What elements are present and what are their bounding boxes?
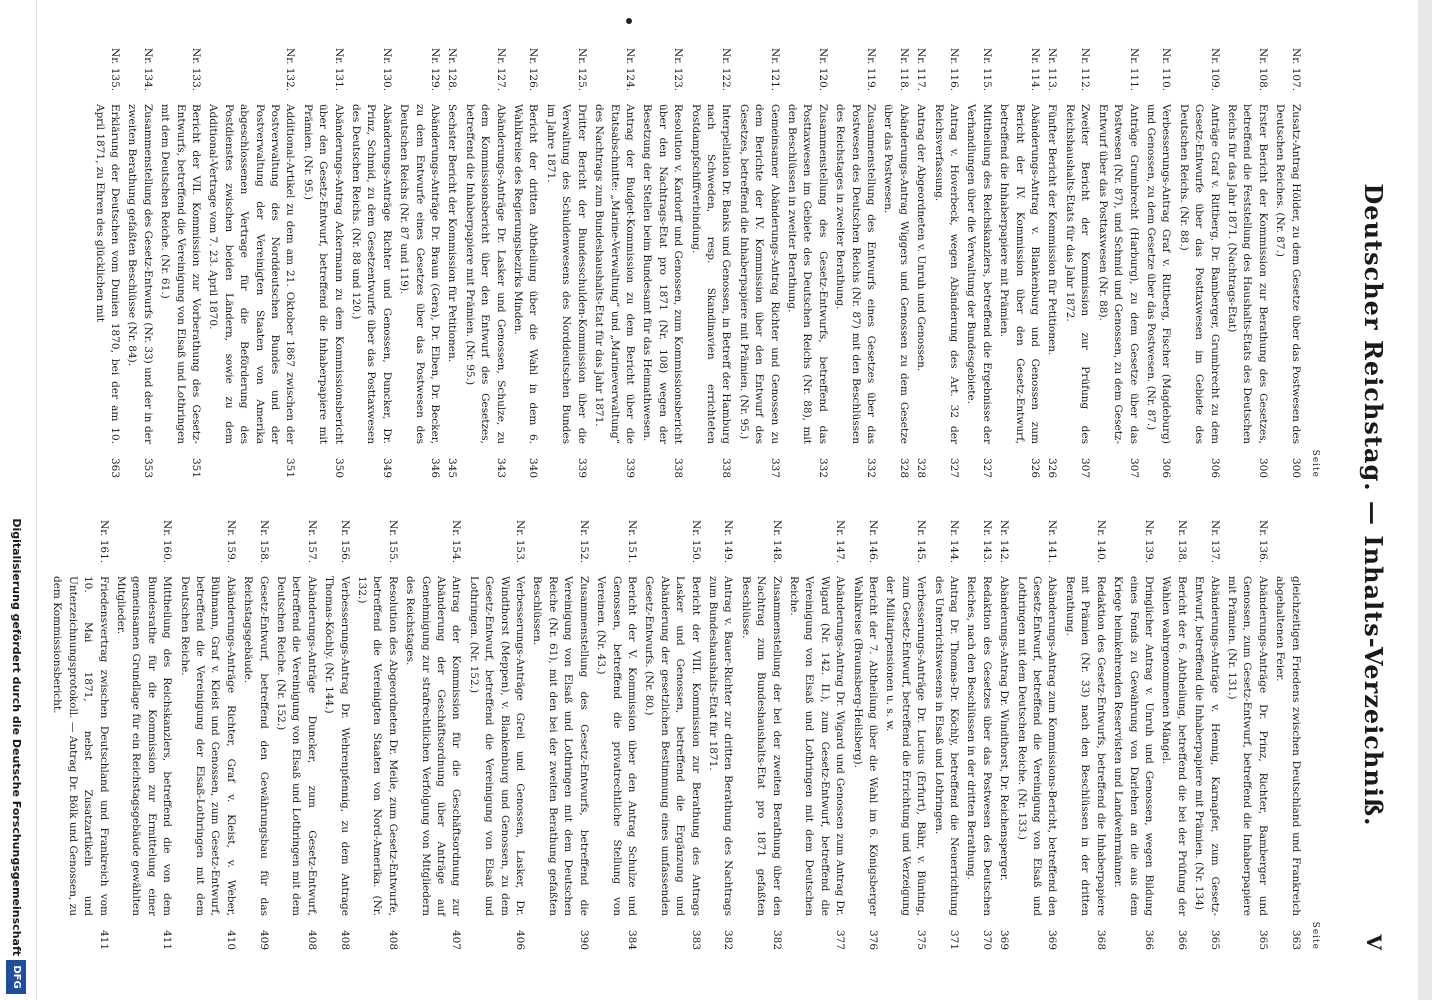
entry-text: Abänderungs-Anträge Richter, Graf v. Kleist, v. Weber, Bühmann, Graf v. Kleist und Genossen, zum Gesetz-Entwurf, betreffend die Vereinigung der Elsaß-Lothringen mit dem Deutschen Reiche. xyxy=(178,576,237,916)
seite-label: Seite xyxy=(1310,449,1320,478)
toc-column-left xyxy=(52,48,1322,478)
toc-entry xyxy=(930,48,961,478)
entry-text: Resolution des Abgeordneten Dr. Meile, zum Gesetz-Entwurfe, betreffend die Vereinigten Staaten von Nord-Amerika. (Nr. 132.) xyxy=(356,576,399,916)
entry-page: 406 xyxy=(514,929,527,950)
entry-number: Nr. 142. xyxy=(998,520,1011,564)
toc-entry xyxy=(205,48,297,478)
entry-text: Verbesserungs-Antrag Graf v. Rittberg, Fischer (Magdeburg) und Genossen, zu dem Gesetze über das Postwesen. (Nr. 87.) xyxy=(1144,104,1173,444)
toc-entry xyxy=(444,48,459,478)
toc-entry xyxy=(299,48,345,478)
scan-edge xyxy=(1418,0,1432,1000)
entry-text: Dritter Bericht der Bundesschulden-Kommission über die Verwaltung des Schuldenwesens des Norddeutschen Bundes im Jahre 1871. xyxy=(544,104,588,444)
toc-entry xyxy=(996,48,1042,478)
toc-entry xyxy=(240,520,271,950)
toc-entry xyxy=(1044,48,1059,478)
entry-page: 339 xyxy=(575,457,588,478)
entry-page: 338 xyxy=(672,457,685,478)
page-number: V xyxy=(1362,934,1386,950)
entry-page: 346 xyxy=(429,457,442,478)
entry-text: Abänderungs-Anträge v. Hennig, Karnapfer, zum Gesetz-Entwurf, betreffend die Inhaberpapiere mit Prämien. (Nr. 134) xyxy=(1193,576,1221,916)
entry-page: 332 xyxy=(816,457,829,478)
entry-page: 369 xyxy=(998,929,1011,950)
toc-entry xyxy=(687,48,733,478)
entry-number: Nr. 160. xyxy=(161,520,174,564)
entry-number: Nr. 159. xyxy=(224,520,237,564)
toc-entry xyxy=(543,48,589,478)
toc-entry xyxy=(273,520,319,950)
toc-entry xyxy=(1175,48,1221,478)
entry-text: Mittheilung des Reichskanzlers, betreffend die von dem Bundesrathe für die Kommission zur Ermittelung einer gemeinsamen Grundlage für ein Reichstagsgebäude gewählten Mitglieder. xyxy=(114,576,174,916)
entry-text: Abänderungs-Anträge Dr. Lasker und Genossen, Schulze, zu dem Kommissionsbericht über den Entwurf des Gesetzes, betreffend die Inhaberpapiere mit Prämien. (Nr. 95.) xyxy=(463,104,507,444)
entry-number: Nr. 134. xyxy=(141,48,154,92)
toc-column-right xyxy=(52,520,1322,950)
entry-number: Nr. 117. xyxy=(915,48,928,92)
toc-entry xyxy=(465,520,527,950)
entry-text: Abänderungs-Anträge Dr. Prinz, Richter, Bamberger und Genossen, zum Gesetz-Entwurf, betreffend die Inhaberpapiere mit Prämien. (Nr. 131.) xyxy=(1225,576,1269,916)
entry-text: Zusammenstellung des Gesetz-Entwurfs, betreffend das Posttaxwesen im Gebiete des Deutschen Reichs (Nr. 88), mit den Beschlüssen in zweiter Berathung. xyxy=(786,104,829,444)
toc-entry xyxy=(510,48,541,478)
entry-text: Bericht der V. Kommission über den Antrag Schulze und Genossen, betreffend die privatrechtliche Stellung von Vereinen. (Nr. 43.) xyxy=(595,576,638,916)
entry-text: Bericht der VIII. Kommission zur Berathung des Antrags Lasker und Genossen, betreffend die Ergänzung und Abänderung der gesetzlichen Bestimmung eines umfassenden Gesetz-Entwurfs. (Nr. 80.) xyxy=(643,576,702,916)
entry-page: 351 xyxy=(189,457,202,478)
entry-text: Abänderungs-Anträge Duncker, zum Gesetz-Entwurf, betreffend die Vereinigung von Elsaß und Lothringen mit dem Deutschen Reiche. (Nr. 152.) xyxy=(275,576,318,916)
toc-entry xyxy=(529,520,591,950)
entry-number: Nr. 130. xyxy=(380,48,393,92)
entry-text: Redaktion des Gesetz-Entwurfs, betreffend die Inhaberpapiere mit Prämien (Nr. 33) nach den Beschlüssen in der dritten Berathung. xyxy=(1063,576,1107,916)
entry-number: Nr. 137. xyxy=(1208,520,1221,564)
toc-entry xyxy=(832,48,878,478)
entry-page: 382 xyxy=(770,929,783,950)
entry-page: 306 xyxy=(1208,457,1221,478)
toc-entry xyxy=(735,48,781,478)
entry-text: Dringlicher Antrag v. Unruh und Genossen, wegen Bildung eines Fonds zu Gewährung von Darlehen an die aus dem Kriege heimkehrenden Reservisten und Landwehrmänner. xyxy=(1112,576,1155,916)
toc-entry xyxy=(1224,520,1270,950)
entry-page: 365 xyxy=(1256,929,1269,950)
entry-page: 307 xyxy=(1127,457,1140,478)
toc-entry xyxy=(591,48,637,478)
toc-entry xyxy=(124,48,155,478)
entry-page: 411 xyxy=(97,929,110,950)
toc-entry xyxy=(354,520,400,950)
entry-text: Resolution v. Kardorff und Genossen, zum Kommissionsbericht über den Nachtrags-Etat pro 1871 (Nr. 108) wegen der Besetzung der Stellen beim Bundesamt für das Heimathwesen. xyxy=(641,104,685,444)
entry-page: 408 xyxy=(338,929,351,950)
entry-number: Nr. 150. xyxy=(689,520,702,564)
entry-text: gleichzeitigen Friedens zwischen Deutschland und Frankreich abgehaltenen Feier. xyxy=(1274,576,1302,916)
entry-number: Nr. 141. xyxy=(1046,520,1059,564)
entry-text: Mittheilung des Reichskanzlers, betreffend die Ergebnisse der Verhandlungen über die Verwaltung der Bundesgebiete. xyxy=(965,104,993,444)
toc-entry xyxy=(930,520,961,950)
entry-number: Nr. 155. xyxy=(386,520,399,564)
entry-text: Antrag v. Hoverbeck, wegen Abänderung des Art. 32 der Reichsverfassung. xyxy=(932,104,961,444)
entry-text: Zusammenstellung des Entwurfs eines Gesetzes über das Postwesen des Deutschen Reichs (Nr. 87) mit den Beschlüssen des Reichstages in zweiter Berathung. xyxy=(834,104,878,444)
entry-page: 350 xyxy=(332,457,345,478)
entry-page: 366 xyxy=(1175,929,1188,950)
entry-number: Nr. 112. xyxy=(1079,48,1092,92)
entry-text: Abänderungs-Antrag zum Kommissions-Bericht, betreffend den Gesetz-Entwurf, betreffend die Vereinigung von Elsaß und Lothringen mit dem Deutschen Reiche. (Nr. 133.) xyxy=(1015,576,1059,916)
entry-number: Nr. 129. xyxy=(429,48,442,92)
entry-page: 306 xyxy=(1160,457,1173,478)
entry-number: Nr. 120. xyxy=(816,48,829,92)
toc-entry xyxy=(348,48,394,478)
entry-number: Nr. 107. xyxy=(1289,48,1302,92)
toc-entry xyxy=(1191,520,1222,950)
entry-text: Erklärung der Deutschen vom Dunien 1870, bei der am 10. April 1871, zu Ehren des glücklichen mit xyxy=(93,104,121,444)
entry-number: Nr. 153. xyxy=(514,520,527,564)
entry-text: Additional-Artikel zu dem am 21. Oktober 1867 zwischen der Postverwaltung des Norddeutschen Bundes und der Postverwaltung der Vereinigten Staaten von Amerika abgeschlossenen Vertrage für die Beförderung des Postdienstes zwischen beiden Ländern, sowie zu dem Additional-Vertrage vom 7. 23. April 1870. xyxy=(207,104,297,444)
entry-page: 410 xyxy=(224,929,237,950)
entry-text: Bericht der dritten Abtheilung über die Wahl in dem 6. Wahlkreise des Regierungsbezirks Minden. xyxy=(512,104,540,444)
toc-entry xyxy=(1272,48,1303,478)
digitization-footer xyxy=(0,0,37,1000)
entry-number: Nr. 152. xyxy=(577,520,590,564)
entry-text: Zusammenstellung des Gesetz-Entwurfs (Nr. 33) und der in der zweiten Berathung gefaßten Beschlüsse (Nr. 84). xyxy=(126,104,154,444)
toc-entry xyxy=(1110,520,1156,950)
toc-entry xyxy=(157,48,203,478)
entry-text: Bericht der VII. Kommission zur Vorberathung des Gesetz-Entwurfs, betreffend die Vereinigung von Elsaß und Lothringen mit dem Deutschen Reiche. (Nr. 61.) xyxy=(159,104,202,444)
entry-page: 337 xyxy=(768,457,781,478)
toc-entry xyxy=(461,48,507,478)
toc-entry xyxy=(1143,48,1174,478)
entry-text: Bericht der 6. Abtheilung, betreffend die bei der Prüfung der Wahlen wahrgenommenen Mängel. xyxy=(1160,576,1188,916)
toc-entry xyxy=(996,520,1011,950)
entry-number: Nr. 125. xyxy=(575,48,588,92)
entry-page: 408 xyxy=(386,929,399,950)
entry-page: 368 xyxy=(1094,929,1107,950)
toc-entry xyxy=(786,520,848,950)
toc-entry xyxy=(639,48,685,478)
entry-number: Nr. 147. xyxy=(834,520,847,564)
toc-entry xyxy=(705,520,736,950)
page-header xyxy=(1352,60,1392,950)
entry-number: Nr. 114. xyxy=(1029,48,1042,92)
entry-page: 408 xyxy=(305,929,318,950)
entry-number: Nr. 132. xyxy=(284,48,297,92)
entry-page: 411 xyxy=(161,929,174,950)
toc-entry xyxy=(91,48,122,478)
entry-text: Verbesserungs-Antrag Dr. Wehrenpfennig, zu dem Antrage Thomas-Köchly. (Nr. 144.) xyxy=(323,576,351,916)
entry-page: 340 xyxy=(527,457,540,478)
toc-entry xyxy=(880,48,911,478)
entry-text: Redaktion des Gesetzes über das Postwesen des Deutschen Reiches, nach den Beschlüssen in der dritten Berathung. xyxy=(965,576,993,916)
entry-number xyxy=(1272,520,1303,576)
entry-number: Nr. 109. xyxy=(1208,48,1221,92)
entry-page: 376 xyxy=(867,929,880,950)
entry-page: 366 xyxy=(1142,929,1155,950)
entry-number: Nr. 161. xyxy=(97,520,110,564)
entry-page: 328 xyxy=(915,457,928,478)
entry-text: Gemeinsamer Abänderungs-Antrag Richter und Genossen zu dem Berichte der IV. Kommission über den Entwurf des Gesetzes, betreffend die Inhaberpapiere mit Prämien. (Nr. 95.) xyxy=(737,104,781,444)
toc-entry xyxy=(913,48,928,478)
toc-entry xyxy=(849,520,880,950)
entry-text: Antrag der Kommission für die Geschäftsordnung zur Abänderung der Geschäftsordnung über Anträge auf Genehmigung zur strafrechtlichen Verfolgung von Mitgliedern des Reichstages. xyxy=(404,576,463,916)
entry-text: Abänderungs-Anträge Dr. Braun (Gera), Dr. Elben, Dr. Becker, zu dem Entwurfe eines Gesetzes über das Postwesen des Deutschen Reichs (Nr. 87 und 119). xyxy=(398,104,442,444)
toc-entry xyxy=(1013,520,1059,950)
entry-page: 370 xyxy=(980,929,993,950)
entry-number: Nr. 148. xyxy=(770,520,783,564)
entry-number: Nr. 126. xyxy=(527,48,540,92)
toc-entry xyxy=(49,520,111,950)
entry-text: Anträge Grumbrecht (Harburg), zu dem Gesetze über das Postwesen (Nr. 87), und Schmid und Genossen, zu dem Gesetz-Entwurf über das Posttaxwesen (Nr. 88). xyxy=(1096,104,1140,444)
entry-number: Nr. 133. xyxy=(189,48,202,92)
entry-page: 345 xyxy=(446,457,459,478)
entry-page: 407 xyxy=(450,929,463,950)
entry-number: Nr. 119. xyxy=(865,48,878,92)
entry-page: 382 xyxy=(722,929,735,950)
toc-entry xyxy=(963,520,994,950)
entry-page: 343 xyxy=(494,457,507,478)
entry-page: 369 xyxy=(1046,929,1059,950)
entry-text: Antrag Dr. Thomas-Dr. Köchly, betreffend die Neuerrichtung des Unterrichtswesens in Elsaß und Lothringen. xyxy=(932,576,961,916)
entry-page: 377 xyxy=(834,929,847,950)
entry-number: Nr. 122. xyxy=(720,48,733,92)
toc-entry xyxy=(113,520,175,950)
ink-speck xyxy=(626,18,632,24)
entry-number: Nr. 118. xyxy=(897,48,910,92)
entry-text: Zusammenstellung der bei der zweiten Berathung über den Nachtrag zum Bundeshaushalts-Etat pro 1871 gefaßten Beschlüsse. xyxy=(739,576,783,916)
toc-entry xyxy=(321,520,352,950)
entry-page: 363 xyxy=(1289,929,1302,950)
toc-entry xyxy=(1094,48,1140,478)
entry-text: Fünfter Bericht der Kommission für Petitionen. xyxy=(1046,104,1059,356)
entry-page: 349 xyxy=(380,457,393,478)
page-title: Deutscher Reichstag. — Inhalts-Verzeichniß. xyxy=(1359,183,1388,827)
entry-text: Antrag der Abgeordneten v. Unruh und Genossen. xyxy=(915,104,928,372)
footer-credit: Digitalisierung gefördert durch die Deutsche Forschungsgemeinschaft xyxy=(10,518,23,956)
entry-number: Nr. 116. xyxy=(948,48,961,92)
entry-number: Nr. 135. xyxy=(108,48,121,92)
entry-text: Abänderungs-Antrag Dr. Wigard und Genossen zum Antrag Dr. Wigard (Nr. 142. II.), zum Gesetz-Entwurf, betreffend die Vereinigung von Elsaß und Lothringen mit dem Deutschen Reiche. xyxy=(788,576,847,916)
entry-text: Abänderungs-Antrag Wiggers und Genossen zu dem Gesetze über das Postwesen. xyxy=(882,104,910,444)
entry-page: 300 xyxy=(1289,457,1302,478)
toc-list-right xyxy=(49,520,1303,950)
entry-number: Nr. 121. xyxy=(768,48,781,92)
entry-text: Abänderungs-Antrag Ackermann zu dem Kommissionsbericht über den Gesetz-Entwurf, betreffend die Inhaberpapiere mit Prämien. (Nr. 95.) xyxy=(301,104,345,444)
toc-entry xyxy=(1224,48,1270,478)
entry-page: 339 xyxy=(623,457,636,478)
entry-page: 390 xyxy=(577,929,590,950)
entry-text: Verbesserungs-Anträge Dr. Lucius (Erfurt), Bähr, v. Bünting, zum Gesetz-Entwurf, betreffend die Errichtung und Verzeigung der Militairpensionen u. s. w. xyxy=(884,576,928,916)
entry-page: 384 xyxy=(625,929,638,950)
toc-entry xyxy=(396,48,442,478)
entry-text: Erster Bericht der Kommission zur Berathung des Gesetzes, betreffend die Feststellung des Haushalts-Etats des Deutschen Reichs für das Jahr 1871. (Nachtrags-Etat) xyxy=(1225,104,1269,444)
toc-entry xyxy=(882,520,928,950)
entry-text: Bericht der 7. Abtheilung über die Wahl im 6. Königsberger Wahlkreise (Braunsberg-Heilsberg). xyxy=(851,576,880,916)
toc-entry xyxy=(176,520,238,950)
entry-page: 326 xyxy=(1029,457,1042,478)
entry-text: Abänderungs-Anträge Richter und Genossen, Duncker, Dr. Prinz, Schmid, zu dem Gesetzentwurfe über das Posttaxwesen des Deutschen Reichs. (Nr. 88 und 120.) xyxy=(350,104,393,444)
entry-number: Nr. 128. xyxy=(446,48,459,92)
entry-page: 353 xyxy=(141,457,154,478)
entry-text: Zusammenstellung des Gesetz-Entwurfs, betreffend die Vereinigung von Elsaß und Lothringen mit dem Deutschen Reiche (Nr. 61), mit den bei der zweiten Berathung gefaßten Beschlüssen. xyxy=(531,576,590,916)
entry-number: Nr. 131. xyxy=(332,48,345,92)
entry-page: 365 xyxy=(1208,929,1221,950)
entry-number: Nr. 113. xyxy=(1046,48,1059,92)
entry-page: 363 xyxy=(108,457,121,478)
entry-page: 326 xyxy=(1046,457,1059,478)
entry-page: 328 xyxy=(897,457,910,478)
entry-number: Nr. 124. xyxy=(623,48,636,92)
entry-number: Nr. 156. xyxy=(338,520,351,564)
toc-entry xyxy=(784,48,830,478)
entry-number: Nr. 140. xyxy=(1094,520,1107,564)
entry-number: Nr. 138. xyxy=(1175,520,1188,564)
toc-entry xyxy=(641,520,703,950)
entry-number: Nr. 115. xyxy=(980,48,993,92)
toc-entry xyxy=(737,520,783,950)
entry-number: Nr. 127. xyxy=(494,48,507,92)
entry-number: Nr. 143. xyxy=(980,520,993,564)
toc-entry xyxy=(1158,520,1189,950)
entry-text: Antrag der Budget-Kommission zu dem Bericht über die Etatsabschnitte: „Marine-Verwaltung“ und „Marineverwaltung“ des Nachtrags zum Bundeshaushalts-Etat für das Jahr 1871. xyxy=(593,104,636,444)
entry-number: Nr. 111. xyxy=(1127,48,1140,92)
entry-page: 327 xyxy=(980,457,993,478)
toc-entry xyxy=(1062,48,1093,478)
entry-number: Nr. 146. xyxy=(867,520,880,564)
entry-number: Nr. 136. xyxy=(1256,520,1269,564)
entry-number: Nr. 145. xyxy=(915,520,928,564)
entry-page: 332 xyxy=(865,457,878,478)
toc-entry xyxy=(402,520,464,950)
entry-page: 327 xyxy=(948,457,961,478)
entry-number: Nr. 157. xyxy=(305,520,318,564)
entry-page: 383 xyxy=(689,929,702,950)
entry-text: Anträge Graf v. Rittberg, Dr. Bamberger, Grumbrecht zu dem Gesetz-Entwurfe über das Posttaxwesen im Gebiete des Deutschen Reichs. (Nr. 88.) xyxy=(1177,104,1221,444)
entry-text: Gesetz-Entwurf, betreffend den Gewährungsbau für das Reichstagsgebäude. xyxy=(242,576,270,916)
entry-page: 375 xyxy=(915,929,928,950)
entry-number: Nr. 158. xyxy=(257,520,270,564)
entry-page: 300 xyxy=(1256,457,1269,478)
toc-list-left xyxy=(91,48,1302,478)
entry-page: 307 xyxy=(1079,457,1092,478)
entry-text: Verbesserungs-Anträge Greil und Genossen, Lasker, Dr. Windthorst (Meppen), v. Blankenburg und Genossen, zu dem Gesetz-Entwurf, betreffend die Vereinigung von Elsaß und Lothringen. (Nr. 152.) xyxy=(467,576,527,916)
toc-entry xyxy=(1272,520,1303,950)
entry-page: 371 xyxy=(948,929,961,950)
toc-entry xyxy=(963,48,994,478)
entry-text: Zweiter Bericht der Kommission zur Prüfung des Reichshaushalts-Etats für das Jahr 1872. xyxy=(1063,104,1092,444)
entry-text: Friedensvertrag zwischen Deutschland und Frankreich vom 10. Mai 1871, nebst Zusatzartikeln und Unterzeichnungsprotokoll. — Antrag Dr. Bölk und Genossen, zu dem Kommissionsbericht. xyxy=(51,576,110,916)
entry-number: Nr. 151. xyxy=(625,520,638,564)
entry-text: Zusatz-Antrag Hölder, zu dem Gesetze über das Postwesen des Deutschen Reiches. (Nr. 87.) xyxy=(1274,104,1302,444)
toc-entry xyxy=(1062,520,1108,950)
entry-text: Interpellation Dr. Banks und Genossen, in Betreff der Hamburg nach Schweden, resp. Skandinavien errichteten Postdampfschiffverbindung. xyxy=(689,104,733,444)
entry-number: Nr. 144. xyxy=(948,520,961,564)
entry-number: Nr. 123. xyxy=(672,48,685,92)
seite-label: Seite xyxy=(1310,921,1320,950)
entry-text: Abänderungs-Antrag Dr. Windthorst, Dr. Reichensperger. xyxy=(998,576,1011,881)
entry-page: 351 xyxy=(284,457,297,478)
entry-number: Nr. 149. xyxy=(722,520,735,564)
entry-page: 338 xyxy=(720,457,733,478)
entry-text: Antrag v. Bauer-Richter zur dritten Berathung des Nachtrags zum Bundeshaushalts-Etat für 1871. xyxy=(706,576,735,916)
entry-number: Nr. 154. xyxy=(450,520,463,564)
dfg-logo: DFG xyxy=(6,960,26,994)
toc-entry xyxy=(593,520,639,950)
entry-number: Nr. 108. xyxy=(1256,48,1269,92)
entry-text: Sechster Bericht der Kommission für Petitionen. xyxy=(446,104,459,363)
entry-number: Nr. 110. xyxy=(1160,48,1173,92)
entry-number: Nr. 139. xyxy=(1142,520,1155,564)
entry-page: 409 xyxy=(257,929,270,950)
entry-text: Abänderungs-Antrag v. Blankenburg und Genossen zum Bericht der IV. Kommission über den Gesetz-Entwurf, betreffend die Inhaberpapiere mit Prämien. xyxy=(998,104,1042,444)
